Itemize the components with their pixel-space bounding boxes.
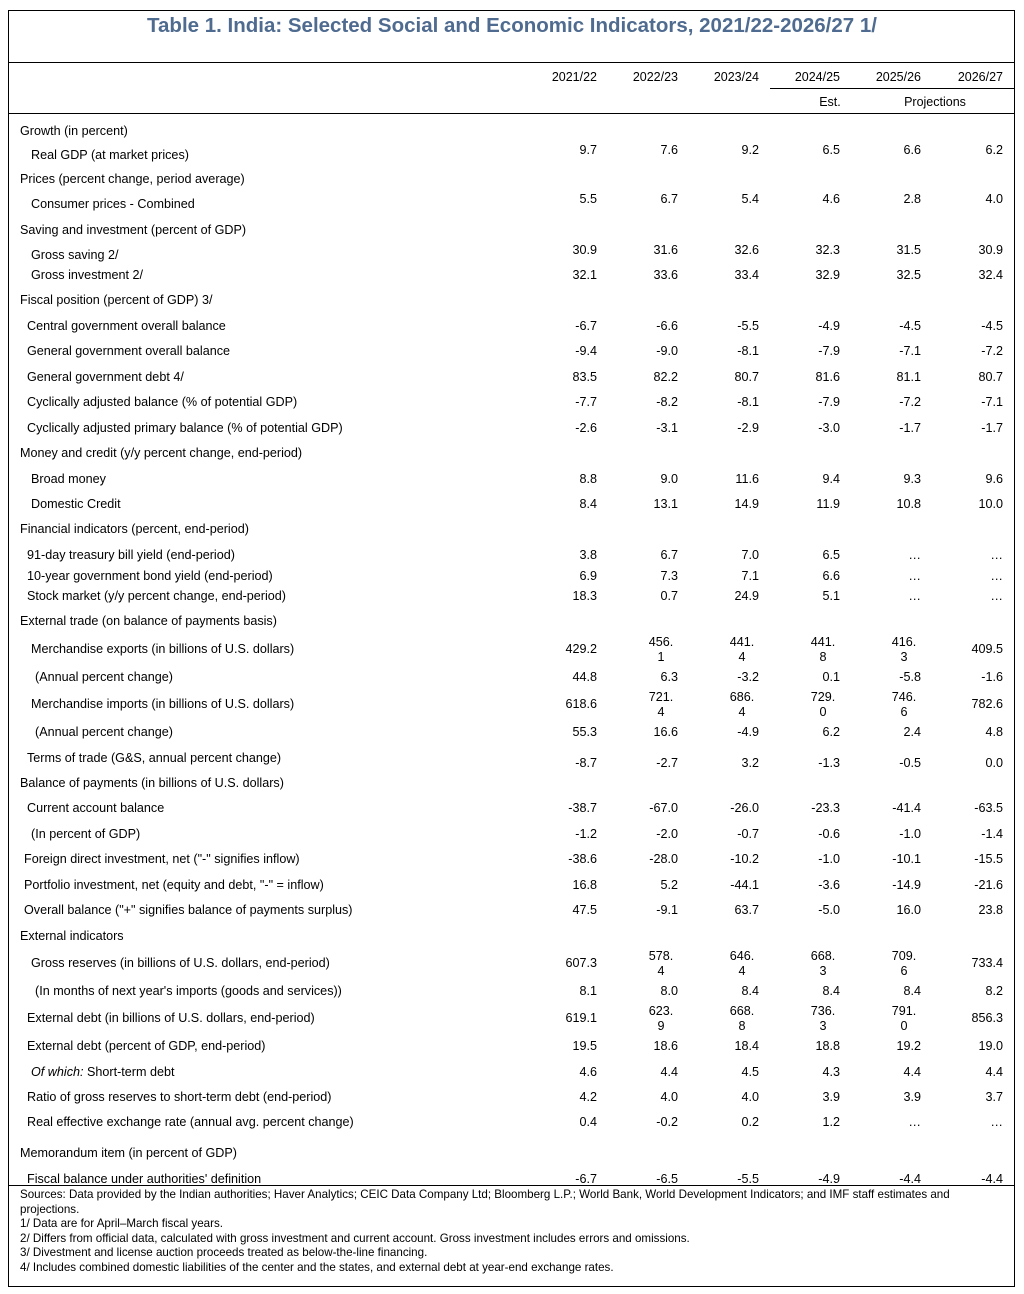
row-label: Gross saving 2/ (31, 248, 119, 262)
section-heading: External trade (on balance of payments basis) (20, 614, 277, 628)
table-cell: -67.0 (649, 801, 678, 815)
table-cell: 623. 9 (648, 1004, 674, 1033)
table-cell: 24.9 (734, 589, 759, 603)
table-cell: 8.4 (579, 497, 597, 511)
table-cell: 55.3 (572, 725, 597, 739)
column-header: 2023/24 (713, 70, 759, 84)
table-cell: -41.4 (892, 801, 921, 815)
table-cell: … (908, 589, 921, 603)
table-cell: 16.8 (572, 878, 597, 892)
footnote: 1/ Data are for April–March fiscal years. (20, 1217, 223, 1230)
table-cell: … (908, 548, 921, 562)
table-cell: 9.6 (985, 472, 1003, 486)
table-cell: -2.6 (575, 421, 597, 435)
table-cell: 9.7 (579, 143, 597, 157)
table-cell: -4.4 (981, 1172, 1003, 1186)
table-cell: -4.9 (818, 1172, 840, 1186)
projections-label: Projections (904, 95, 966, 109)
table-cell: -1.6 (981, 670, 1003, 684)
table-cell: 6.2 (985, 143, 1003, 157)
table-cell: 33.4 (734, 268, 759, 282)
row-label: Ratio of gross reserves to short-term debt (end-period) (27, 1090, 332, 1104)
projections-underline (770, 88, 1015, 89)
table-cell: -4.4 (899, 1172, 921, 1186)
table-cell: 7.6 (660, 143, 678, 157)
table-cell: 0.0 (985, 756, 1003, 770)
table-cell: 11.6 (735, 472, 759, 486)
section-heading: Money and credit (y/y percent change, end-period) (20, 446, 303, 460)
row-label: Gross reserves (in billions of U.S. dollars, end-period) (31, 956, 330, 970)
section-heading: Fiscal position (percent of GDP) 3/ (20, 293, 213, 307)
table-cell: 746. 6 (891, 690, 917, 719)
row-label: Stock market (y/y percent change, end-period) (27, 589, 286, 603)
table-cell: 4.6 (822, 192, 840, 206)
table-cell: 9.3 (903, 472, 921, 486)
table-cell: 646. 4 (729, 949, 755, 978)
section-heading: Growth (in percent) (20, 124, 128, 138)
row-label: Fiscal balance under authorities' definition (27, 1172, 262, 1186)
table-cell: 13.1 (653, 497, 678, 511)
table-cell: 456. 1 (648, 635, 674, 664)
row-label: Portfolio investment, net (equity and debt, "-" = inflow) (24, 878, 324, 892)
table-cell: -28.0 (649, 852, 678, 866)
table-cell: 10.0 (978, 497, 1003, 511)
table-cell: -38.7 (568, 801, 597, 815)
table-cell: -4.5 (981, 319, 1003, 333)
column-header: 2026/27 (957, 70, 1003, 84)
table-cell: -1.2 (575, 827, 597, 841)
table-cell: -1.7 (981, 421, 1003, 435)
table-cell: 18.8 (815, 1039, 840, 1053)
table-cell: 729. 0 (810, 690, 836, 719)
table-cell: 856.3 (971, 1011, 1003, 1025)
table-cell: 6.2 (822, 725, 840, 739)
table-cell: 7.1 (741, 569, 759, 583)
table-cell: 5.1 (822, 589, 840, 603)
table-cell: -7.2 (899, 395, 921, 409)
table-cell: 5.2 (660, 878, 678, 892)
table-cell: 619.1 (565, 1011, 597, 1025)
table-cell: 782.6 (971, 697, 1003, 711)
column-header: 2025/26 (875, 70, 921, 84)
table-cell: 4.5 (741, 1065, 759, 1079)
header-divider (8, 113, 1015, 114)
row-label: Cyclically adjusted balance (% of potential GDP) (27, 395, 298, 409)
row-label: (In months of next year's imports (goods and services)) (35, 984, 342, 998)
table-cell: 32.9 (815, 268, 840, 282)
table-cell: -7.1 (899, 344, 921, 358)
table-cell: 0.4 (579, 1115, 597, 1129)
table-cell: -6.7 (575, 1172, 597, 1186)
table-cell: -5.5 (737, 1172, 759, 1186)
table-cell: 4.2 (579, 1090, 597, 1104)
table-cell: 81.1 (896, 370, 921, 384)
row-label: Current account balance (27, 801, 165, 815)
row-label: Domestic Credit (31, 497, 121, 511)
est-label: Est. (819, 95, 841, 109)
table-cell: … (908, 1115, 921, 1129)
row-label: Merchandise imports (in billions of U.S. dollars) (31, 697, 295, 711)
table-cell: -7.7 (575, 395, 597, 409)
table-cell: -2.0 (656, 827, 678, 841)
table-cell: 4.4 (903, 1065, 921, 1079)
table-cell: 721. 4 (648, 690, 674, 719)
table-cell: -2.9 (737, 421, 759, 435)
table-cell: … (990, 569, 1003, 583)
title-divider (8, 62, 1015, 63)
table-cell: -7.9 (818, 344, 840, 358)
table-cell: 4.0 (741, 1090, 759, 1104)
table-cell: 80.7 (734, 370, 759, 384)
table-cell: 6.7 (660, 192, 678, 206)
table-cell: 409.5 (971, 642, 1003, 656)
table-cell: -15.5 (974, 852, 1003, 866)
row-label: Foreign direct investment, net ("-" signifies inflow) (24, 852, 300, 866)
table-cell: 31.6 (653, 243, 678, 257)
table-cell: -26.0 (730, 801, 759, 815)
table-cell: 16.6 (653, 725, 678, 739)
row-label: Cyclically adjusted primary balance (% of potential GDP) (27, 421, 343, 435)
table-cell: 3.7 (985, 1090, 1003, 1104)
table-cell: 3.9 (822, 1090, 840, 1104)
table-cell: 8.4 (822, 984, 840, 998)
section-heading: Saving and investment (percent of GDP) (20, 223, 247, 237)
table-cell: -7.1 (981, 395, 1003, 409)
table-cell: -8.1 (737, 395, 759, 409)
row-label: Gross investment 2/ (31, 268, 143, 282)
table-cell: -1.0 (818, 852, 840, 866)
table-cell: 83.5 (572, 370, 597, 384)
table-cell: -8.2 (656, 395, 678, 409)
table-cell: 686. 4 (729, 690, 755, 719)
row-label: Terms of trade (G&S, annual percent change) (27, 751, 282, 765)
table-cell: … (908, 569, 921, 583)
table-cell: -6.7 (575, 319, 597, 333)
table-cell: 19.2 (896, 1039, 921, 1053)
table-cell: 32.3 (815, 243, 840, 257)
table-cell: 733.4 (971, 956, 1003, 970)
table-cell: 32.5 (896, 268, 921, 282)
table-cell: 8.4 (741, 984, 759, 998)
table-cell: 81.6 (815, 370, 840, 384)
row-label: Real effective exchange rate (annual avg. percent change) (27, 1115, 354, 1129)
row-label: General government overall balance (27, 344, 231, 358)
table-cell: 6.5 (822, 548, 840, 562)
table-cell: 6.3 (660, 670, 678, 684)
table-cell: 11.9 (816, 497, 840, 511)
table-cell: 47.5 (572, 903, 597, 917)
table-cell: -38.6 (568, 852, 597, 866)
table-cell: 4.4 (985, 1065, 1003, 1079)
row-label: Broad money (31, 472, 106, 486)
table-cell: 4.8 (985, 725, 1003, 739)
row-label: Consumer prices - Combined (31, 197, 195, 211)
footnote: 2/ Differs from official data, calculated with gross investment and current account. Gross investment includes errors and omissions. (20, 1231, 690, 1245)
table-cell: -7.2 (981, 344, 1003, 358)
table-cell: 3.2 (741, 756, 759, 770)
table-cell: 30.9 (978, 243, 1003, 257)
table-cell: 5.5 (579, 192, 597, 206)
table-cell: -1.3 (818, 756, 840, 770)
table-cell: 429.2 (565, 642, 597, 656)
table-cell: -0.6 (818, 827, 840, 841)
italic-prefix: Of which: (31, 1065, 87, 1079)
row-label: (Annual percent change) (35, 670, 173, 684)
table-cell: 80.7 (978, 370, 1003, 384)
section-heading: Balance of payments (in billions of U.S. dollars) (20, 776, 284, 790)
table-cell: -23.3 (811, 801, 840, 815)
table-cell: 416. 3 (891, 635, 917, 664)
table-cell: 9.4 (822, 472, 840, 486)
row-label: External debt (in billions of U.S. dollars, end-period) (27, 1011, 315, 1025)
row-label: External debt (percent of GDP, end-period) (27, 1039, 266, 1053)
table-cell: -14.9 (892, 878, 921, 892)
table-cell: 668. 8 (729, 1004, 755, 1033)
table-cell: 33.6 (653, 268, 678, 282)
row-label: Merchandise exports (in billions of U.S. dollars) (31, 642, 295, 656)
row-label: 10-year government bond yield (end-period) (27, 569, 273, 583)
table-cell: 18.3 (572, 589, 597, 603)
row-label: General government debt 4/ (27, 370, 184, 384)
table-cell: 8.2 (985, 984, 1003, 998)
table-cell: 82.2 (653, 370, 678, 384)
table-cell: -21.6 (974, 878, 1003, 892)
table-cell: -8.7 (575, 756, 597, 770)
table-cell: -0.5 (899, 756, 921, 770)
table-cell: -0.2 (656, 1115, 678, 1129)
sources-note: Sources: Data provided by the Indian authorities; Haver Analytics; CEIC Data Company Ltd; Bloomberg L.P.; World Bank, World Development Indicators; and IMF staff estimates and projections. (20, 1188, 950, 1216)
table-cell: 8.0 (660, 984, 678, 998)
table-cell: -10.1 (892, 852, 921, 866)
table-cell: 4.0 (985, 192, 1003, 206)
table-cell: -3.1 (656, 421, 678, 435)
table-cell: 18.4 (734, 1039, 759, 1053)
column-header: 2021/22 (551, 70, 597, 84)
table-cell: 6.6 (903, 143, 921, 157)
table-cell: 9.2 (741, 143, 759, 157)
table-cell: 63.7 (734, 903, 759, 917)
table-cell: -7.9 (818, 395, 840, 409)
table-cell: 4.0 (660, 1090, 678, 1104)
table-cell: -5.0 (818, 903, 840, 917)
table-cell: 607.3 (565, 956, 597, 970)
table-cell: 32.4 (978, 268, 1003, 282)
table-cell: 30.9 (572, 243, 597, 257)
table-cell: -0.7 (737, 827, 759, 841)
table-cell: 18.6 (653, 1039, 678, 1053)
row-label-text: Short-term debt (87, 1065, 175, 1079)
table-cell: -3.0 (818, 421, 840, 435)
table-cell: 8.4 (903, 984, 921, 998)
table-cell: 6.7 (660, 548, 678, 562)
table-cell: … (990, 589, 1003, 603)
row-label: 91-day treasury bill yield (end-period) (27, 548, 235, 562)
table-cell: -9.0 (656, 344, 678, 358)
footnote: 3/ Divestment and license auction proceeds treated as below-the-line financing. (20, 1246, 428, 1259)
table-cell: -1.4 (981, 827, 1003, 841)
table-cell: -63.5 (974, 801, 1003, 815)
table-cell: 1.2 (822, 1115, 840, 1129)
table-cell: 618.6 (565, 697, 597, 711)
table-cell: -2.7 (656, 756, 678, 770)
row-label (31, 1065, 175, 1079)
table-cell: -9.4 (575, 344, 597, 358)
section-heading: Memorandum item (in percent of GDP) (20, 1146, 237, 1160)
table-cell: 709. 6 (891, 949, 917, 978)
row-label: Central government overall balance (27, 319, 226, 333)
table-cell: 6.9 (579, 569, 597, 583)
table-cell: 4.4 (660, 1065, 678, 1079)
row-label: (In percent of GDP) (31, 827, 141, 841)
table-title: Table 1. India: Selected Social and Economic Indicators, 2021/22-2026/27 1/ (147, 14, 877, 37)
table-cell: 44.8 (572, 670, 597, 684)
table-cell: 4.3 (822, 1065, 840, 1079)
table-cell: -4.9 (737, 725, 759, 739)
table-cell: 441. 8 (810, 635, 836, 664)
table-cell: -44.1 (730, 878, 759, 892)
table-cell: -4.5 (899, 319, 921, 333)
table-cell: 2.4 (903, 725, 921, 739)
table-cell: -5.5 (737, 319, 759, 333)
table-cell: … (990, 548, 1003, 562)
table-cell: 10.8 (896, 497, 921, 511)
table-cell: 31.5 (896, 243, 921, 257)
table-notes (20, 1188, 995, 1275)
table-cell: -8.1 (737, 344, 759, 358)
table-cell: 791. 0 (891, 1004, 917, 1033)
table-cell: -10.2 (730, 852, 759, 866)
table-cell: 0.7 (660, 589, 678, 603)
table-cell: 3.8 (579, 548, 597, 562)
table-cell: -6.6 (656, 319, 678, 333)
table-cell: 441. 4 (729, 635, 755, 664)
table-cell: 4.6 (579, 1065, 597, 1079)
table-cell: 19.5 (572, 1039, 597, 1053)
table-cell: 32.1 (572, 268, 597, 282)
table-cell: -5.8 (899, 670, 921, 684)
table-cell: … (990, 1115, 1003, 1129)
table-cell: -4.9 (818, 319, 840, 333)
table-cell: -1.7 (899, 421, 921, 435)
table-cell: 736. 3 (810, 1004, 836, 1033)
table-cell: -6.5 (656, 1172, 678, 1186)
table-cell: -9.1 (656, 903, 678, 917)
table-cell: 8.1 (579, 984, 597, 998)
table-cell: 14.9 (734, 497, 759, 511)
table-cell: 5.4 (741, 192, 759, 206)
row-label: Overall balance ("+" signifies balance of payments surplus) (24, 903, 353, 917)
table-cell: 0.1 (822, 670, 840, 684)
table-cell: 0.2 (741, 1115, 759, 1129)
column-header: 2022/23 (632, 70, 678, 84)
table-cell: 6.5 (822, 143, 840, 157)
section-heading: External indicators (20, 929, 124, 943)
table-cell: 23.8 (978, 903, 1003, 917)
table-cell: 668. 3 (810, 949, 836, 978)
table-cell: 2.8 (903, 192, 921, 206)
table-cell: -3.6 (818, 878, 840, 892)
section-heading: Financial indicators (percent, end-period) (20, 522, 249, 536)
footnote: 4/ Includes combined domestic liabilities of the center and the states, and external debt at year-end exchange rates. (20, 1260, 614, 1274)
table-cell: 19.0 (978, 1039, 1003, 1053)
table-cell: 3.9 (903, 1090, 921, 1104)
table-cell: 7.3 (660, 569, 678, 583)
table-cell: 32.6 (734, 243, 759, 257)
table-cell: -1.0 (899, 827, 921, 841)
table-cell: 16.0 (896, 903, 921, 917)
column-header: 2024/25 (794, 70, 840, 84)
table-cell: 6.6 (822, 569, 840, 583)
row-label: (Annual percent change) (35, 725, 173, 739)
table-cell: 578. 4 (648, 949, 674, 978)
row-label: Real GDP (at market prices) (31, 148, 189, 162)
table-cell: 7.0 (741, 548, 759, 562)
table-cell: -3.2 (737, 670, 759, 684)
table-cell: 8.8 (579, 472, 597, 486)
section-heading: Prices (percent change, period average) (20, 172, 245, 186)
table-cell: 9.0 (660, 472, 678, 486)
